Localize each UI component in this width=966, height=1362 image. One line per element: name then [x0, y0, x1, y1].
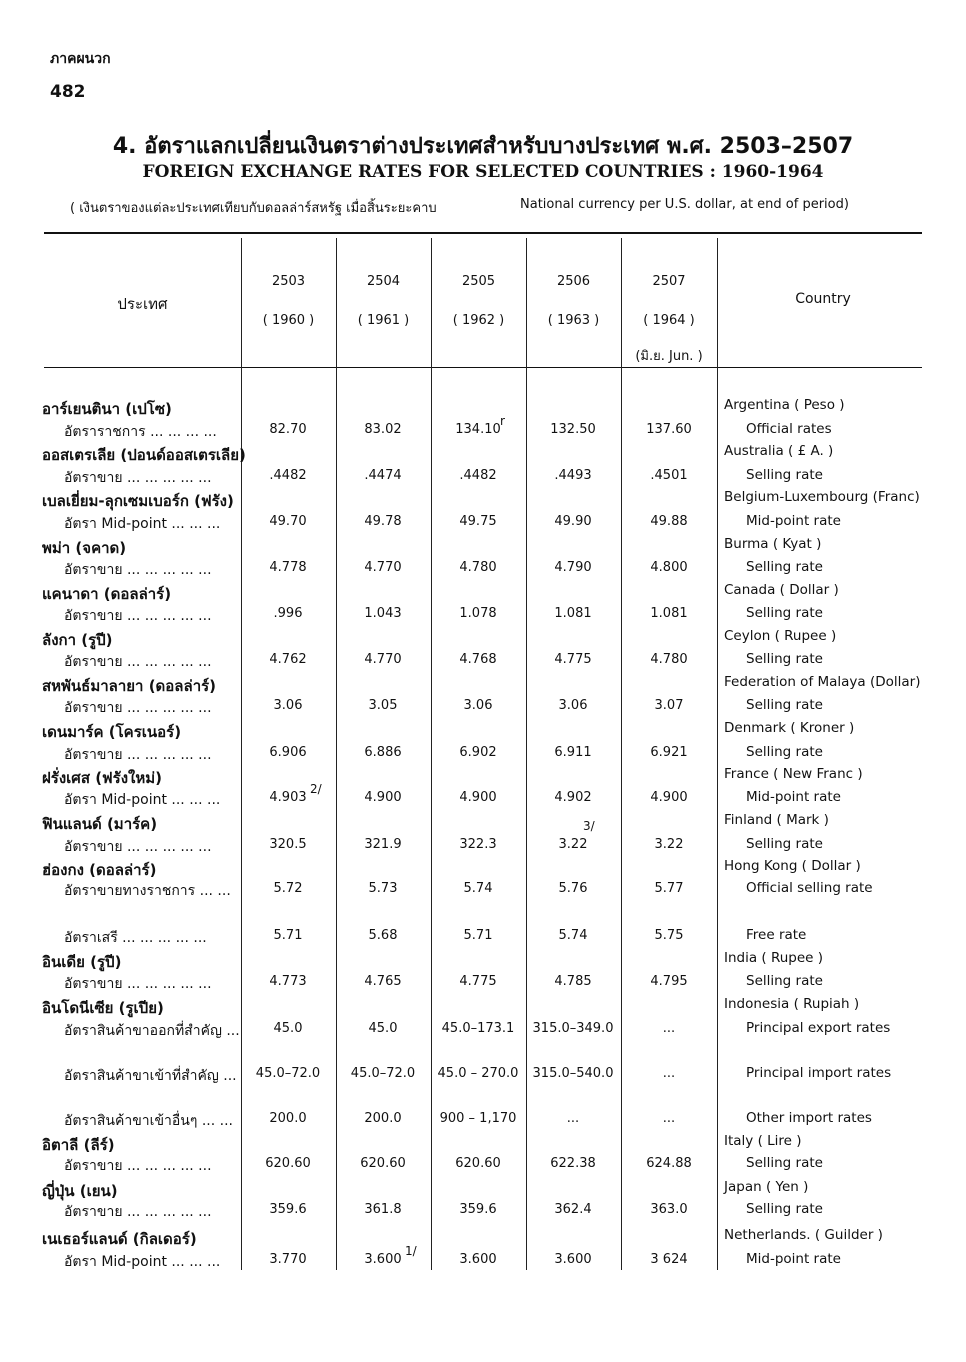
rate-value-cell: 5.77 — [654, 881, 684, 896]
rate-value-cell: 5.72 — [273, 881, 303, 896]
country-name-en: India ( Rupee ) — [724, 950, 824, 966]
rate-value-cell: 320.5 — [269, 837, 307, 852]
country-name-en: Burma ( Kyat ) — [724, 536, 822, 552]
rate-type-en: Selling rate — [746, 836, 823, 852]
country-name-en: Japan ( Yen ) — [724, 1179, 809, 1195]
rate-value-cell: ... — [662, 1111, 676, 1126]
rate-value-cell: 1.043 — [364, 606, 402, 621]
rate-type-en: Selling rate — [746, 559, 823, 575]
rate-value-cell: .4482 — [269, 468, 307, 483]
rate-value-cell: 3.22 — [558, 837, 588, 852]
country-name-th: ฝรั่งเศส (ฟรังใหม่) — [42, 769, 163, 787]
rate-type-en: Principal export rates — [746, 1020, 891, 1036]
rate-value-cell: 6.911 — [554, 745, 592, 760]
rate-type-th: อัตราขาย ... ... ... ... ... — [64, 654, 212, 670]
rate-type-en: Official rates — [746, 421, 832, 437]
rate-type-th: อัตราขาย ... ... ... ... ... — [64, 608, 212, 624]
rate-value-cell: .4493 — [554, 468, 592, 483]
rate-type-th: อัตราสินค้าขาเข้าที่สำคัญ ... — [64, 1068, 237, 1084]
footnote-mark: r — [500, 414, 505, 428]
rate-value-cell: 45.0 – 270.0 — [437, 1066, 519, 1081]
rate-value-cell: 82.70 — [269, 422, 307, 437]
country-name-en: France ( New Franc ) — [724, 766, 863, 782]
country-name-th: ฟินแลนด์ (มาร์ค) — [42, 815, 158, 833]
year-en-header: ( 1960 ) — [262, 313, 315, 328]
page-number: 482 — [50, 82, 86, 102]
rate-value-cell: 362.4 — [554, 1202, 592, 1217]
rate-value-cell: 45.0 — [368, 1021, 398, 1036]
rate-value-cell: 3.05 — [368, 698, 398, 713]
rate-value-cell: 5.71 — [273, 928, 303, 943]
country-name-th: อินโดนีเซีย (รูเปีย) — [42, 999, 164, 1017]
year-en-header: ( 1964 ) — [643, 313, 695, 328]
rate-type-en: Selling rate — [746, 467, 823, 483]
rate-value-cell: 4.790 — [554, 560, 592, 575]
rate-value-cell: ... — [662, 1066, 676, 1081]
rate-value-cell: 315.0–540.0 — [532, 1066, 614, 1081]
year-th-header: 2504 — [366, 274, 401, 289]
rate-value-cell: 363.0 — [650, 1202, 688, 1217]
year-th-header: 2503 — [271, 274, 306, 289]
rate-type-th: อัตราเสรี ... ... ... ... ... — [64, 930, 207, 946]
rate-value-cell: 4.780 — [650, 652, 688, 667]
rate-type-en: Selling rate — [746, 697, 823, 713]
rate-value-cell: 4.770 — [364, 652, 402, 667]
rate-value-cell: 4.900 — [650, 790, 688, 805]
rate-value-cell: ... — [662, 1021, 676, 1036]
rate-value-cell: 5.76 — [558, 881, 588, 896]
rate-type-th: อัตราขาย ... ... ... ... ... — [64, 470, 212, 486]
rate-type-en: Selling rate — [746, 973, 823, 989]
rate-value-cell: 45.0–72.0 — [350, 1066, 416, 1081]
rate-type-th: อัตราราชการ ... ... ... ... — [64, 424, 217, 440]
rate-value-cell: .996 — [273, 606, 303, 621]
rate-value-cell: 3.06 — [558, 698, 588, 713]
rate-value-cell: 5.75 — [654, 928, 684, 943]
title-english: FOREIGN EXCHANGE RATES FOR SELECTED COUNTRIES : 1960-1964 — [142, 162, 824, 182]
rate-type-th: อัตราขาย ... ... ... ... ... — [64, 562, 212, 578]
rate-type-th: อัตราขาย ... ... ... ... ... — [64, 700, 212, 716]
rate-value-cell: 5.71 — [463, 928, 493, 943]
rate-type-en: Selling rate — [746, 605, 823, 621]
rate-value-cell: 4.768 — [459, 652, 497, 667]
rate-value-cell: 3.770 — [269, 1252, 307, 1267]
rate-value-cell: 200.0 — [269, 1111, 307, 1126]
country-name-en: Belgium-Luxembourg (Franc) — [724, 489, 920, 505]
country-name-th: ญี่ปุ่น (เยน) — [42, 1182, 118, 1200]
country-en-header: Country — [795, 291, 851, 307]
country-name-th: เดนมาร์ค (โครเนอร์) — [42, 723, 182, 741]
rate-value-cell: 900 – 1,170 — [439, 1111, 517, 1126]
year-th-header: 2505 — [461, 274, 496, 289]
rate-value-cell: 132.50 — [550, 422, 596, 437]
rate-value-cell: 4.778 — [269, 560, 307, 575]
rate-value-cell: 49.78 — [364, 514, 402, 529]
rate-value-cell: 321.9 — [364, 837, 402, 852]
rate-value-cell: 45.0 — [273, 1021, 303, 1036]
rate-value-cell: 361.8 — [364, 1202, 402, 1217]
rate-value-cell: 4.900 — [364, 790, 402, 805]
rate-value-cell: 4.762 — [269, 652, 307, 667]
rate-type-th: อัตราขาย ... ... ... ... ... — [64, 976, 212, 992]
rate-value-cell: 315.0–349.0 — [532, 1021, 614, 1036]
rate-value-cell: 4.800 — [650, 560, 688, 575]
country-name-en: Australia ( £ A. ) — [724, 443, 834, 459]
rate-value-cell: 359.6 — [459, 1202, 497, 1217]
country-name-th: ออสเตรเลีย (ปอนด์ออสเตรเลีย) — [42, 446, 246, 464]
country-name-en: Argentina ( Peso ) — [724, 397, 845, 413]
rate-value-cell: 200.0 — [364, 1111, 402, 1126]
rate-value-cell: 3.07 — [654, 698, 684, 713]
rate-value-cell: .4482 — [459, 468, 497, 483]
footnote-mark: 2/ — [310, 782, 322, 796]
rate-value-cell: 4.780 — [459, 560, 497, 575]
title-thai: 4. อัตราแลกเปลี่ยนเงินตราต่างประเทศสำหรับบางประเทศ พ.ศ. 2503–2507 — [112, 134, 854, 159]
country-name-th: อินเดีย (รูปี) — [42, 953, 122, 971]
rate-type-en: Selling rate — [746, 1201, 823, 1217]
rate-value-cell: 6.886 — [364, 745, 402, 760]
rate-value-cell: 49.70 — [269, 514, 307, 529]
rate-value-cell: 4.775 — [459, 974, 497, 989]
rate-type-th: อัตราขาย ... ... ... ... ... — [64, 747, 212, 763]
rate-value-cell: 1.081 — [650, 606, 688, 621]
rate-value-cell: 83.02 — [364, 422, 402, 437]
rate-value-cell: .4501 — [650, 468, 688, 483]
country-name-en: Hong Kong ( Dollar ) — [724, 858, 861, 874]
country-name-th: ลังกา (รูปี) — [42, 631, 113, 649]
rate-value-cell: 45.0–72.0 — [255, 1066, 321, 1081]
rate-value-cell: 4.785 — [554, 974, 592, 989]
country-name-en: Federation of Malaya (Dollar) — [724, 674, 921, 690]
country-name-th: อิตาลี (ลีร์) — [42, 1136, 115, 1154]
rate-type-th: อัตรา Mid-point ... ... ... — [64, 516, 221, 532]
country-name-th: สหพันธ์มาลายา (ดอลล่าร์) — [42, 677, 217, 695]
footnote-mark: 1/ — [405, 1244, 417, 1258]
section-label: ภาคผนวก — [50, 51, 111, 67]
rate-value-cell: 620.60 — [265, 1156, 311, 1171]
rate-type-th: อัตราขาย ... ... ... ... ... — [64, 1158, 212, 1174]
rate-value-cell: 6.906 — [269, 745, 307, 760]
rate-value-cell: 4.903 — [269, 790, 307, 805]
rate-value-cell: 3.22 — [654, 837, 684, 852]
country-name-th: แคนาดา (ดอลล่าร์) — [42, 585, 172, 603]
rate-value-cell: 3.06 — [463, 698, 493, 713]
country-th-header: ประเทศ — [117, 295, 168, 313]
rate-type-en: Selling rate — [746, 744, 823, 760]
rate-value-cell: 49.88 — [650, 514, 688, 529]
rate-type-th: อัตราขาย ... ... ... ... ... — [64, 1204, 212, 1220]
rate-type-en: Selling rate — [746, 1155, 823, 1171]
year-en-header: ( 1961 ) — [357, 313, 410, 328]
rate-type-th: อัตราขายทางราชการ ... ... — [64, 883, 231, 899]
rate-value-cell: 49.75 — [459, 514, 497, 529]
rate-value-cell: 4.795 — [650, 974, 688, 989]
rate-value-cell: 4.900 — [459, 790, 497, 805]
year-th-header: 2507 — [652, 274, 686, 289]
year-en-header: ( 1962 ) — [452, 313, 505, 328]
rate-value-cell: 1.081 — [554, 606, 592, 621]
rate-type-th: อัตราขาย ... ... ... ... ... — [64, 839, 212, 855]
rate-type-en: Mid-point rate — [746, 513, 841, 529]
rate-value-cell: 137.60 — [646, 422, 692, 437]
table-header-rule — [44, 367, 922, 368]
rate-type-en: Selling rate — [746, 651, 823, 667]
rate-value-cell: 322.3 — [459, 837, 497, 852]
country-name-th: พม่า (จคาด) — [42, 539, 127, 557]
subtitle-english: National currency per U.S. dollar, at end of period) — [520, 197, 849, 212]
year-th-header: 2506 — [556, 274, 591, 289]
rate-value-cell: 5.68 — [368, 928, 398, 943]
rate-value-cell: 4.765 — [364, 974, 402, 989]
country-name-en: Finland ( Mark ) — [724, 812, 829, 828]
rate-value-cell: 4.773 — [269, 974, 307, 989]
rate-type-en: Other import rates — [746, 1110, 872, 1126]
country-name-th: เนเธอร์แลนด์ (กิลเดอร์) — [42, 1230, 197, 1248]
country-name-en: Denmark ( Kroner ) — [724, 720, 855, 736]
rate-type-th: อัตราสินค้าขาออกที่สำคัญ ... — [64, 1023, 240, 1039]
rate-value-cell: 49.90 — [554, 514, 592, 529]
rate-value-cell: 6.902 — [459, 745, 497, 760]
rate-value-cell: 1.078 — [459, 606, 497, 621]
rate-value-cell: 3 624 — [650, 1252, 688, 1267]
rate-value-cell: 45.0–173.1 — [441, 1021, 515, 1036]
country-name-th: เบลเยี่ยม-ลุกเซมเบอร์ก (ฟรัง) — [42, 492, 234, 510]
column-divider — [717, 238, 718, 1270]
rate-value-cell: 4.770 — [364, 560, 402, 575]
rate-value-cell: 5.74 — [463, 881, 493, 896]
footnote-mark: 3/ — [583, 819, 595, 833]
country-name-en: Italy ( Lire ) — [724, 1133, 802, 1149]
rate-type-en: Mid-point rate — [746, 1251, 841, 1267]
rate-value-cell: 4.775 — [554, 652, 592, 667]
rate-value-cell: .4474 — [364, 468, 402, 483]
rate-value-cell: 624.88 — [646, 1156, 692, 1171]
country-name-en: Canada ( Dollar ) — [724, 582, 839, 598]
country-name-th: อาร์เยนตินา (เปโซ) — [42, 400, 172, 418]
rate-value-cell: 134.10 — [455, 422, 501, 437]
rate-value-cell: 5.73 — [368, 881, 398, 896]
year-en-header: ( 1963 ) — [547, 313, 600, 328]
rate-type-en: Mid-point rate — [746, 789, 841, 805]
rate-value-cell: ... — [566, 1111, 580, 1126]
table-top-rule — [44, 232, 922, 234]
rate-value-cell: 359.6 — [269, 1202, 307, 1217]
rate-value-cell: 3.600 — [554, 1252, 592, 1267]
subtitle-thai: ( เงินตราของแต่ละประเทศเทียบกับดอลล่าร์สหรัฐ เมื่อสิ้นระยะคาบ — [70, 201, 437, 216]
rate-value-cell: 3.600 — [459, 1252, 497, 1267]
rate-value-cell: 3.06 — [273, 698, 303, 713]
year-note: (มิ.ย. Jun. ) — [635, 349, 703, 364]
country-name-en: Indonesia ( Rupiah ) — [724, 996, 860, 1012]
rate-value-cell: 4.902 — [554, 790, 592, 805]
rate-value-cell: 5.74 — [558, 928, 588, 943]
rate-value-cell: 620.60 — [360, 1156, 406, 1171]
rate-type-th: อัตราสินค้าขาเข้าอื่นๆ ... ... — [64, 1113, 233, 1129]
country-name-en: Netherlands. ( Guilder ) — [724, 1227, 883, 1243]
rate-type-th: อัตรา Mid-point ... ... ... — [64, 1254, 221, 1270]
rate-value-cell: 3.600 — [364, 1252, 402, 1267]
rate-value-cell: 620.60 — [455, 1156, 501, 1171]
rate-type-en: Official selling rate — [746, 880, 873, 896]
country-name-en: Ceylon ( Rupee ) — [724, 628, 837, 644]
rate-type-th: อัตรา Mid-point ... ... ... — [64, 792, 221, 808]
rate-type-en: Principal import rates — [746, 1065, 892, 1081]
rate-value-cell: 6.921 — [650, 745, 688, 760]
rate-type-en: Free rate — [746, 927, 807, 943]
country-name-th: ฮ่องกง (ดอลล่าร์) — [42, 861, 157, 879]
rate-value-cell: 622.38 — [550, 1156, 596, 1171]
